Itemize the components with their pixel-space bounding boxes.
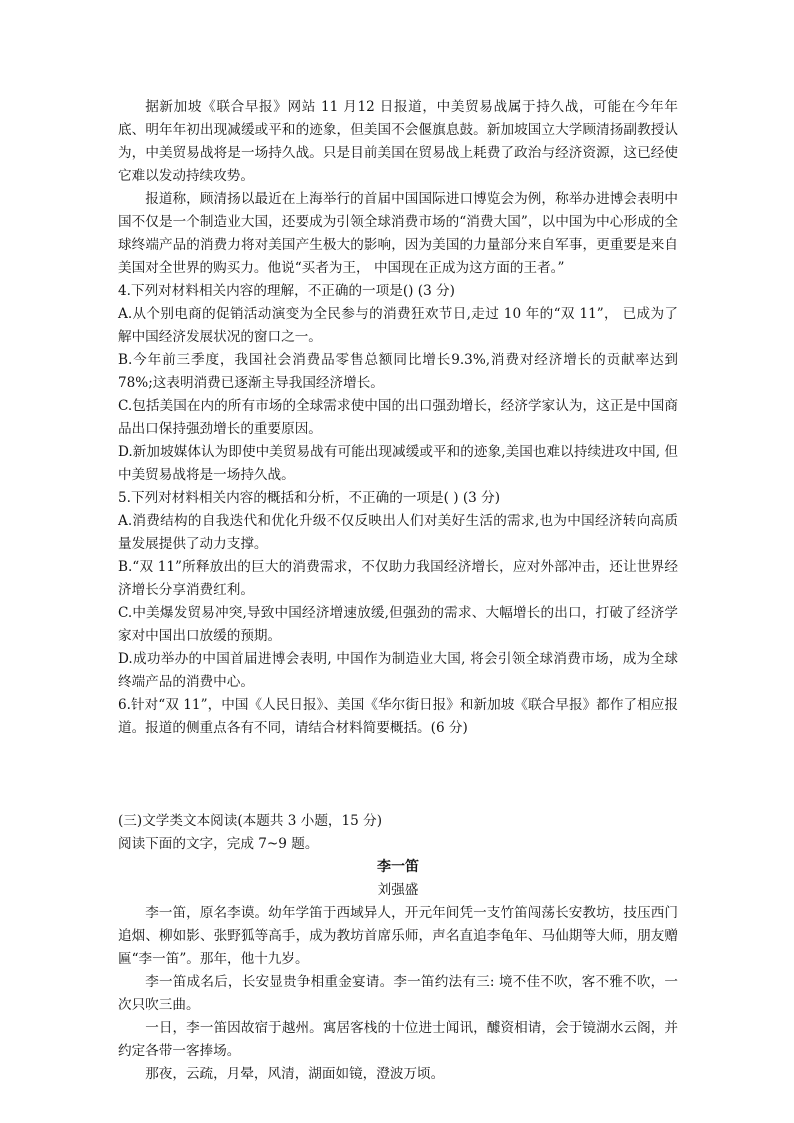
question-6-stem: 6.针对“双 11”，中国《人民日报》、美国《华尔街日报》和新加坡《联合早报》都作了相应报道。报道的侧重点各有不同，请结合材料简要概括。(6 分) bbox=[118, 697, 678, 736]
question-4-stem: 4.下列对材料相关内容的理解，不正确的一项是() (3 分) bbox=[118, 283, 455, 299]
question-4-option-d: D.新加坡媒体认为即使中美贸易战有可能出现减缓或平和的迹象,美国也难以持续进攻中国, 但中美贸易战将是一场持久战。 bbox=[118, 444, 678, 483]
answer-space bbox=[118, 740, 678, 810]
question-5-stem: 5.下列对材料相关内容的概括和分析，不正确的一项是( ) (3 分) bbox=[118, 490, 501, 506]
story-title: 李一笛 bbox=[377, 859, 419, 875]
story-paragraph-1: 李一笛，原名李谟。幼年学笛于西域异人，开元年间凭一支竹笛闯荡长安教坊，技压西门追烟、柳如影、张野狐等高手，成为教坊首席乐师，声名直追李龟年、马仙期等大师，朋友赠匾“李一笛”。那年，他十九岁。 bbox=[118, 905, 678, 967]
section-3-instruction: 阅读下面的文字，完成 7~9 题。 bbox=[118, 836, 319, 852]
question-4-option-b: B.今年前三季度，我国社会消费品零售总额同比增长9.3%,消费对经济增长的贡献率达到 78%;这表明消费已逐渐主导我国经济增长。 bbox=[118, 352, 678, 391]
question-5-option-d: D.成功举办的中国首届进博会表明, 中国作为制造业大国, 将会引领全球消费市场，成为全球终端产品的消费中心。 bbox=[118, 651, 678, 690]
question-4-option-c: C.包括美国在内的所有市场的全球需求使中国的出口强劲增长，经济学家认为，这正是中国商品出口保持强劲增长的重要原因。 bbox=[118, 398, 678, 437]
story-author: 刘强盛 bbox=[377, 882, 419, 898]
story-paragraph-2: 李一笛成名后，长安显贵争相重金宴请。李一笛约法有三: 境不佳不吹，客不雅不吹，一次只吹三曲。 bbox=[118, 974, 678, 1013]
question-5-option-b: B.“双 11”所释放出的巨大的消费需求，不仅助力我国经济增长，应对外部冲击，还让世界经济增长分享消费红利。 bbox=[118, 559, 678, 598]
story-paragraph-3: 一日，李一笛因故宿于越州。寓居客栈的十位进士闻讯，醵资相请，会于镜湖水云阁，并约定各带一客捧场。 bbox=[118, 1020, 678, 1059]
question-5-option-c: C.中美爆发贸易冲突,导致中国经济增速放缓,但强劲的需求、大幅增长的出口，打破了经济学家对中国出口放缓的预期。 bbox=[118, 605, 678, 644]
article-paragraph-1: 据新加坡《联合早报》网站 11 月12 日报道，中美贸易战属于持久战，可能在今年年底、明年年初出现减缓或平和的迹象，但美国不会偃旗息鼓。新加坡国立大学顾清扬副教授认为，中美贸易战将是一场持久战。只是目前美国在贸易战上耗费了政治与经济资源，这已经使它难以发动持续攻势。 bbox=[118, 99, 678, 184]
story-paragraph-4: 那夜，云疏，月晕，风清，湖面如镜，澄波万顷。 bbox=[145, 1066, 445, 1082]
section-3-heading: (三)文学类文本阅读(本题共 3 小题，15 分) bbox=[118, 813, 383, 829]
article-paragraph-2: 报道称，顾清扬以最近在上海举行的首届中国国际进口博览会为例，称举办进博会表明中国不仅是一个制造业大国，还要成为引领全球消费市场的“消费大国”，以中国为中心形成的全球终端产品的消费力将对美国产生极大的影响，因为美国的力量部分来自军事，更重要是来自美国对全世界的购买力。他说“买者为王， 中国现在正成为这方面的王者。” bbox=[118, 191, 678, 276]
question-4-option-a: A.从个别电商的促销活动演变为全民参与的消费狂欢节日,走过 10 年的“双 11”， 已成为了解中国经济发展状况的窗口之一。 bbox=[118, 306, 678, 345]
document-page bbox=[118, 96, 678, 1086]
question-5-option-a: A.消费结构的自我迭代和优化升级不仅反映出人们对美好生活的需求,也为中国经济转向高质量发展提供了动力支撑。 bbox=[118, 513, 678, 552]
